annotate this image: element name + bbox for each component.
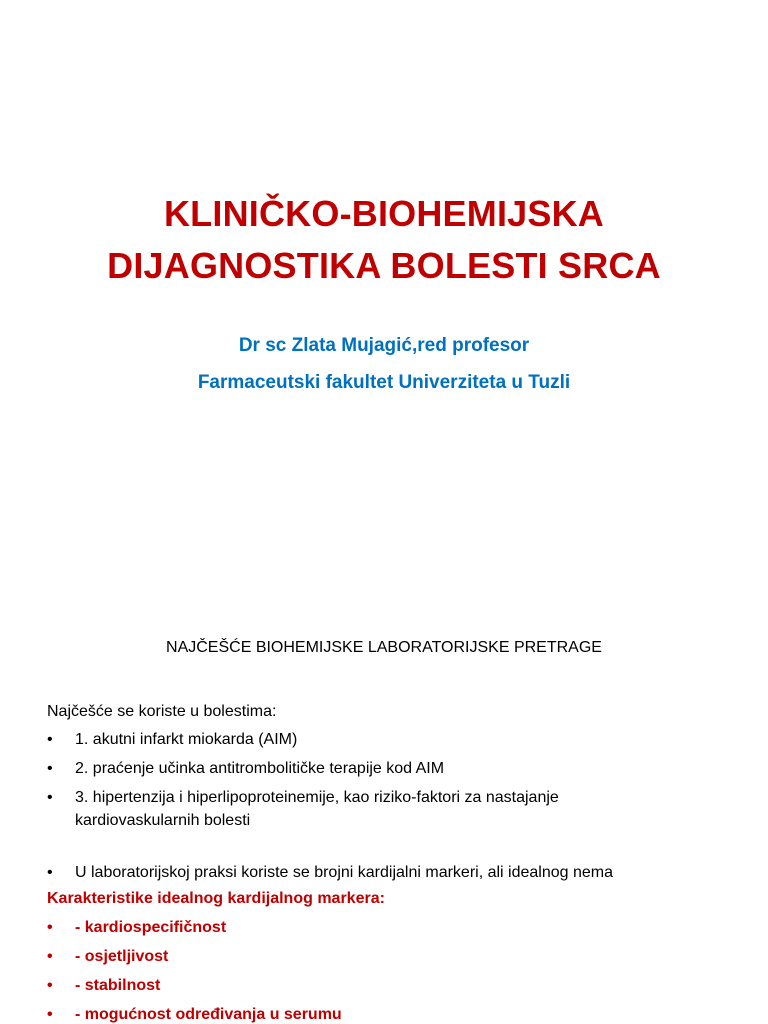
slide-title	[0, 188, 768, 292]
faculty-subtitle: Farmaceutski fakultet Univerziteta u Tuzli	[197, 372, 571, 393]
list-item-continuation: kardiovaskularnih bolesti	[75, 812, 251, 829]
slide-heading: NAJČEŠĆE BIOHEMIJSKE LABORATORIJSKE PRETRAGE	[166, 639, 602, 656]
list-item-text: 3. hipertenzija i hiperlipoproteinemije, kao riziko-faktori za nastajanje	[75, 789, 559, 806]
title-line-1: KLINIČKO-BIOHEMIJSKA	[163, 193, 604, 234]
markers-note: U laboratorijskoj praksi koriste se brojni kardijalni markeri, ali idealnog nema	[75, 864, 614, 881]
bullet-icon: •	[47, 1006, 53, 1023]
bullet-icon: •	[47, 948, 53, 965]
bullet-icon: •	[47, 789, 53, 806]
list-item	[47, 757, 737, 781]
characteristic-text: - kardiospecifičnost	[75, 919, 227, 936]
author-subtitle: Dr sc Zlata Mujagić,red profesor	[238, 335, 530, 356]
list-item	[47, 861, 737, 885]
list-item-text: 2. praćenje učinka antitrombolitičke terapije kod AIM	[75, 760, 445, 777]
bullet-icon: •	[47, 977, 53, 994]
list-item	[47, 728, 737, 752]
list-item	[47, 945, 737, 969]
characteristics-heading: Karakteristike idealnog kardijalnog markera:	[47, 890, 385, 907]
spacer	[47, 833, 737, 861]
bullet-icon: •	[47, 864, 53, 881]
slide-body	[47, 700, 737, 1024]
bullet-icon: •	[47, 760, 53, 777]
bullet-icon: •	[47, 731, 53, 748]
characteristic-text: - osjetljivost	[75, 948, 169, 965]
title-line-2: DIJAGNOSTIKA BOLESTI SRCA	[107, 245, 661, 286]
characteristic-text: - mogućnost određivanja u serumu	[75, 1006, 342, 1023]
list-item	[47, 974, 737, 998]
list-item	[47, 1003, 737, 1024]
list-item	[47, 916, 737, 940]
content-slide	[0, 576, 768, 1024]
bullet-icon: •	[47, 919, 53, 936]
intro-text: Najčešće se koriste u bolestima:	[47, 703, 277, 720]
list-item-text: 1. akutni infarkt miokarda (AIM)	[75, 731, 298, 748]
characteristic-text: - stabilnost	[75, 977, 161, 994]
list-item	[47, 786, 737, 810]
